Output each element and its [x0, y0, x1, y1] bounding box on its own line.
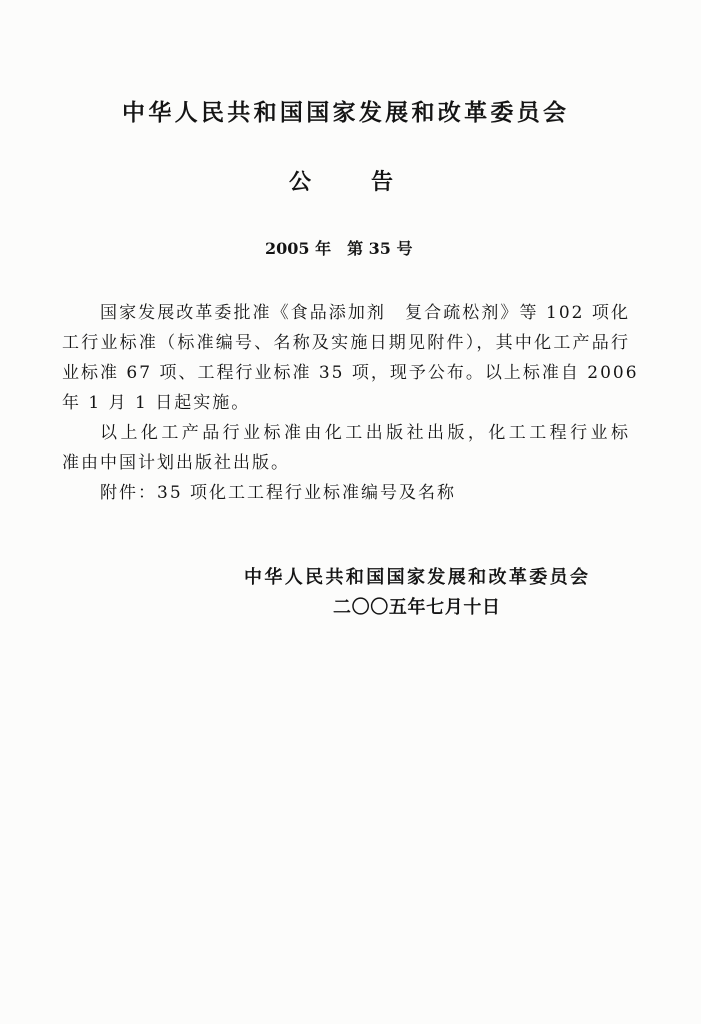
body-line: 年 1 月 1 日起实施。 [62, 393, 251, 413]
attachment-line: 附件：35 项化工工程行业标准编号及名称 [100, 483, 457, 503]
body-line: 工行业标准（标准编号、名称及实施日期见附件），其中化工产品行 [62, 333, 630, 353]
announcement-body [62, 298, 639, 508]
signature-issuer: 中华人民共和国国家发展和改革委员会 [244, 567, 588, 588]
issuer-title: 中华人民共和国国家发展和改革委员会 [122, 100, 566, 126]
body-line: 业标准 67 项、工程行业标准 35 项，现予公布。以上标准自 2006 [62, 363, 639, 383]
body-line: 准由中国计划出版社出版。 [62, 453, 290, 473]
document-type-heading: 公 告 [289, 170, 393, 195]
body-line: 以上化工产品行业标准由化工出版社出版，化工工程行业标 [100, 423, 630, 443]
announcement-number: 2005 年 第 35 号 [265, 239, 413, 258]
signature-date: 二〇〇五年七月十日 [333, 597, 500, 618]
body-line: 国家发展改革委批准《食品添加剂 复合疏松剂》等 102 项化 [100, 303, 630, 323]
